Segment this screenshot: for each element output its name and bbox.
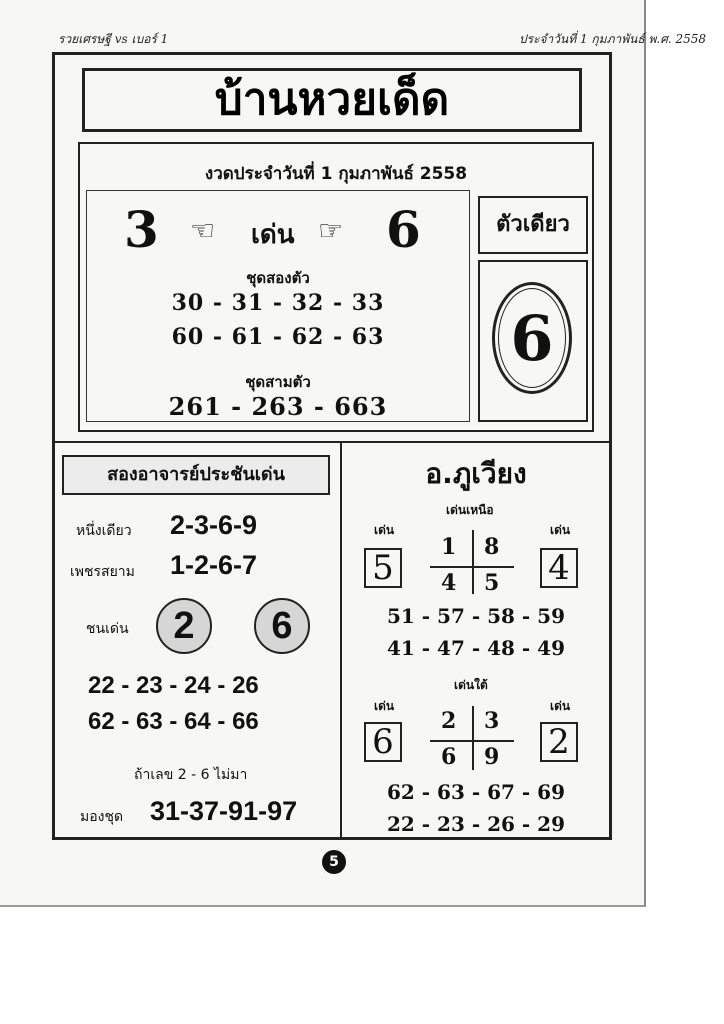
north-left-box: 5 bbox=[364, 548, 402, 588]
north-row-2: 41 - 47 - 48 - 49 bbox=[386, 636, 565, 660]
page-title: บ้านหวยเด็ด bbox=[82, 68, 582, 132]
south-grid-v bbox=[472, 706, 474, 770]
watch-value: 31-37-91-97 bbox=[150, 796, 298, 826]
watch-label: มองชุด bbox=[80, 809, 124, 825]
north-right-dern: เด่น bbox=[550, 523, 571, 537]
three-digit-label: ชุดสามตัว bbox=[245, 373, 311, 391]
pairs-row-2: 62 - 63 - 64 - 66 bbox=[88, 708, 259, 735]
south-label: เด่นใต้ bbox=[454, 678, 488, 692]
row-value-2: 1-2-6-7 bbox=[170, 550, 258, 580]
row-label-1: หนึ่งเดียว bbox=[76, 523, 132, 539]
header-right: ประจำวันที่ 1 กุมภาพันธ์ พ.ศ. 2558 bbox=[519, 32, 706, 46]
dern-label: เด่น bbox=[251, 220, 295, 250]
north-row-1: 51 - 57 - 58 - 59 bbox=[386, 604, 565, 628]
south-grid-br: 9 bbox=[484, 744, 500, 770]
featured-circle-2: 6 bbox=[254, 598, 310, 654]
north-left-dern: เด่น bbox=[374, 523, 395, 537]
two-digit-row-1: 30 - 31 - 32 - 33 bbox=[171, 290, 385, 316]
featured-circle-1: 2 bbox=[156, 598, 212, 654]
north-grid-br: 5 bbox=[484, 570, 500, 596]
right-section-title: อ.ภูเวียง bbox=[425, 457, 527, 490]
single-digit-label: ตัวเดียว bbox=[478, 196, 588, 254]
south-grid-tl: 2 bbox=[441, 708, 457, 734]
north-grid-bl: 4 bbox=[441, 570, 457, 596]
south-left-box: 6 bbox=[364, 722, 402, 762]
north-label: เด่นเหนือ bbox=[446, 503, 494, 517]
left-section-title: สองอาจารย์ประชันเด่น bbox=[62, 455, 330, 495]
south-grid-bl: 6 bbox=[441, 744, 457, 770]
featured-label: ชนเด่น bbox=[86, 621, 129, 637]
pointing-hand-left-icon: ☞ bbox=[318, 214, 344, 247]
row-value-1: 2-3-6-9 bbox=[170, 510, 258, 540]
south-left-dern: เด่น bbox=[374, 699, 395, 713]
section-divider-horizontal bbox=[55, 441, 610, 443]
pairs-row-1: 22 - 23 - 24 - 26 bbox=[88, 672, 259, 699]
two-digit-row-2: 60 - 61 - 62 - 63 bbox=[171, 324, 385, 350]
two-digit-label: ชุดสองตัว bbox=[246, 269, 310, 287]
south-right-box: 2 bbox=[540, 722, 578, 762]
three-digit-row: 261 - 263 - 663 bbox=[168, 392, 388, 421]
featured-right-digit: 6 bbox=[386, 200, 421, 259]
south-row-1: 62 - 63 - 67 - 69 bbox=[386, 780, 565, 804]
single-digit-value: 6 bbox=[498, 288, 566, 388]
condition-note: ถ้าเลข 2 - 6 ไม่มา bbox=[134, 767, 248, 783]
north-grid-tl: 1 bbox=[441, 534, 457, 560]
north-right-box: 4 bbox=[540, 548, 578, 588]
south-row-2: 22 - 23 - 26 - 29 bbox=[386, 812, 565, 836]
north-grid-tr: 8 bbox=[484, 534, 500, 560]
north-grid-v bbox=[472, 530, 474, 594]
page-number: 5 bbox=[322, 850, 346, 874]
featured-left-digit: 3 bbox=[124, 200, 159, 259]
pointing-hand-right-icon: ☜ bbox=[190, 214, 216, 247]
row-label-2: เพชรสยาม bbox=[70, 564, 135, 580]
header-left: รวยเศรษฐี vs เบอร์ 1 bbox=[58, 32, 169, 46]
south-right-dern: เด่น bbox=[550, 699, 571, 713]
featured-row bbox=[86, 200, 470, 260]
draw-date: งวดประจำวันที่ 1 กุมภาพันธ์ 2558 bbox=[204, 164, 468, 184]
south-grid-tr: 3 bbox=[484, 708, 500, 734]
